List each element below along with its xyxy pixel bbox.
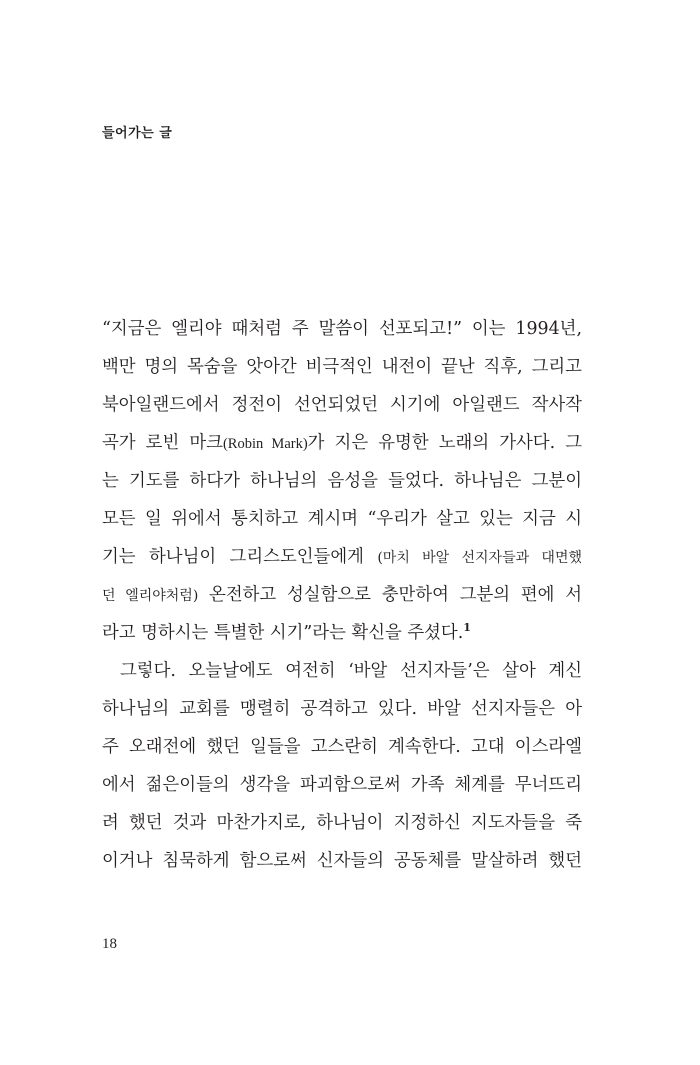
text-line bbox=[102, 614, 582, 652]
body-text bbox=[102, 310, 582, 880]
text-line: 북아일랜드에서 정전이 선언되었던 시기에 아일랜드 작사작 bbox=[102, 395, 582, 415]
text-line: 는 기도를 하다가 하나님의 음성을 들었다. 하나님은 그분이 bbox=[102, 471, 582, 491]
text-line: “지금은 엘리야 때처럼 주 말씀이 선포되고!” 이는 1994년, bbox=[102, 319, 582, 339]
text-line bbox=[102, 424, 582, 462]
parenthetical-note: 던 엘리야처럼) bbox=[102, 588, 199, 604]
text-line: 에서 젊은이들의 생각을 파괴함으로써 가족 체계를 무너뜨리 bbox=[102, 775, 582, 795]
parenthetical-note: (마치 바알 선지자들과 대면했 bbox=[377, 550, 582, 566]
text-line: 하나님의 교회를 맹렬히 공격하고 있다. 바알 선지자들은 아 bbox=[102, 699, 582, 719]
text-line: 백만 명의 목숨을 앗아간 비극적인 내전이 끝난 직후, 그리고 bbox=[102, 357, 582, 377]
english-name: (Robin Mark) bbox=[222, 436, 308, 452]
text-line: 모든 일 위에서 통치하고 계시며 “우리가 살고 있는 지금 시 bbox=[102, 509, 582, 529]
text-span: 라고 명하시는 특별한 시기”라는 확신을 주셨다. bbox=[102, 623, 464, 643]
text-span: 가 지은 유명한 노래의 가사다. 그 bbox=[307, 433, 583, 453]
text-line: 려 했던 것과 마찬가지로, 하나님이 지정하신 지도자들을 죽 bbox=[102, 813, 582, 833]
text-line bbox=[102, 576, 582, 614]
text-line bbox=[102, 538, 582, 576]
text-span: 곡가 로빈 마크 bbox=[102, 433, 223, 453]
text-span: 기는 하나님이 그리스도인들에게 bbox=[102, 547, 378, 567]
text-span: 온전하고 성실함으로 충만하여 그분의 편에 서 bbox=[198, 585, 582, 605]
page-number: 18 bbox=[102, 936, 117, 952]
text-line: 이거나 침묵하게 함으로써 신자들의 공동체를 말살하려 했던 bbox=[102, 851, 582, 871]
section-label: 들어가는 글 bbox=[102, 126, 173, 141]
text-line: 주 오래전에 했던 일들을 고스란히 계속한다. 고대 이스라엘 bbox=[102, 737, 582, 757]
footnote-marker: 1 bbox=[463, 621, 471, 635]
text-line: 그렇다. 오늘날에도 여전히 ‘바알 선지자들’은 살아 계신 bbox=[120, 661, 582, 681]
